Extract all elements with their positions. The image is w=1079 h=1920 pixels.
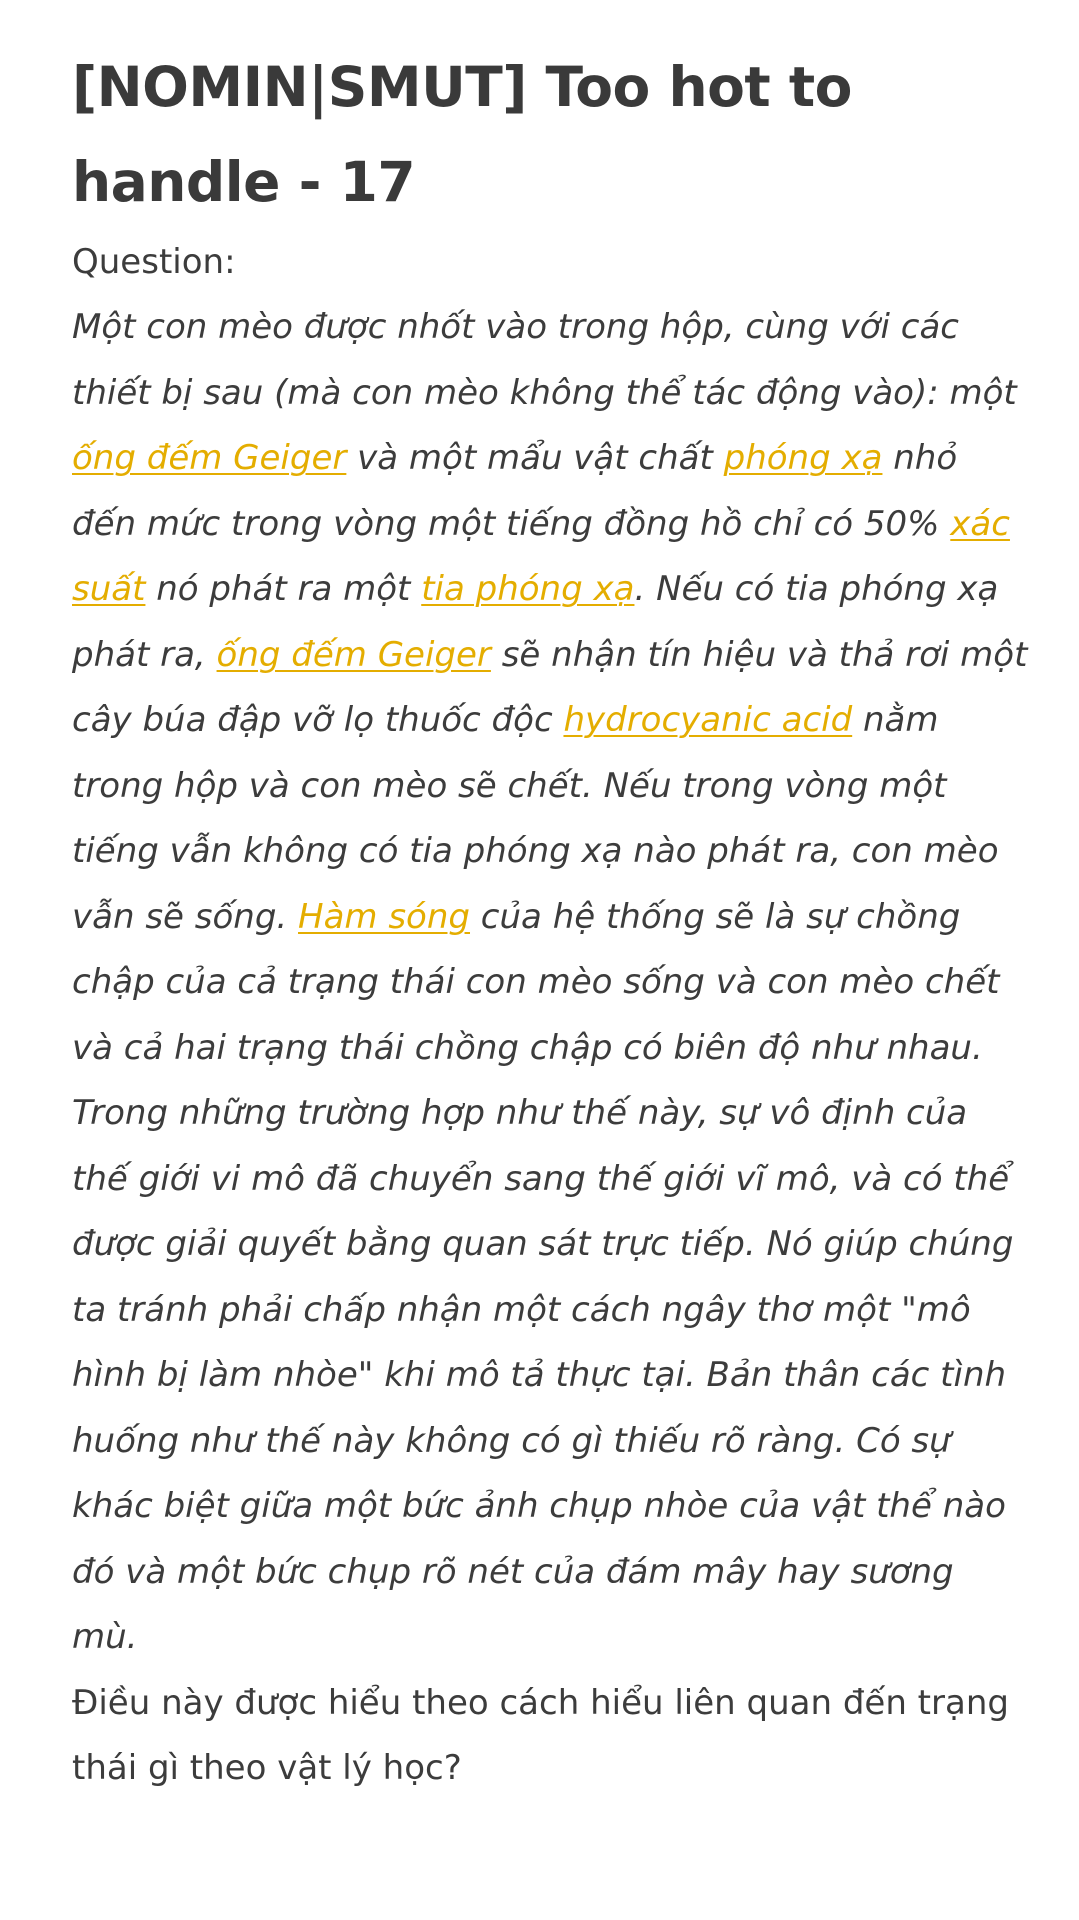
link-geiger-counter[interactable]: ống đếm Geiger xyxy=(72,438,347,478)
link-probability[interactable]: xác suất xyxy=(72,503,1010,609)
question-label: Question: xyxy=(72,242,236,282)
text-segment: của hệ thống sẽ là sự chồng chập của cả trạng thái con mèo sống và con mèo chết và cả hai trạng thái chồng chập có biên độ như nhau. xyxy=(72,896,1000,1068)
paragraph-interpretation: Trong những trường hợp như thế này, sự vô định của thế giới vi mô đã chuyển sang thế giới vĩ mô, và có thể được giải quyết bằng quan sát trực tiếp. Nó giúp chúng ta tránh phải chấp nhận một cách ngây thơ một "mô hình bị làm nhòe" khi mô tả thực tại. Bản thân các tình huống như thế này không có gì thiếu rõ ràng. Có sự khác biệt giữa một bức ảnh chụp nhòe của vật thể nào đó và một bức chụp rõ nét của đám mây hay sương mù. xyxy=(72,1093,1014,1657)
closing-question: Điều này được hiểu theo cách hiểu liên quan đến trạng thái gì theo vật lý học? xyxy=(72,1682,1009,1788)
page-title: [NOMIN|SMUT] Too hot to handle - 17 xyxy=(72,55,852,214)
text-segment: nằm trong hộp và con mèo sẽ chết. Nếu trong vòng một tiếng vẫn không có tia phóng xạ nào phát ra, con mèo vẫn sẽ sống. xyxy=(72,700,999,937)
text-segment: nhỏ đến mức trong vòng một tiếng đồng hồ chỉ có 50% xyxy=(72,438,958,544)
link-wave-function[interactable]: Hàm sóng xyxy=(298,896,470,937)
text-segment: Một con mèo được nhốt vào trong hộp, cùng với các thiết bị sau (mà con mèo không thể tác động vào): một xyxy=(72,307,1017,413)
link-hydrocyanic-acid[interactable]: hydrocyanic acid xyxy=(563,700,853,740)
link-geiger-counter-2[interactable]: ống đếm Geiger xyxy=(216,634,491,675)
text-segment: . Nếu có tia phóng xạ phát ra, xyxy=(72,569,999,675)
text-segment: sẽ nhận tín hiệu và thả rơi một cây búa đập vỡ lọ thuốc độc xyxy=(72,634,1028,740)
text-segment: và một mẩu vật chất xyxy=(346,438,724,478)
link-radioactive[interactable]: phóng xạ xyxy=(723,438,883,478)
question-body xyxy=(72,295,1029,1671)
paragraph-experiment xyxy=(72,295,1029,1081)
text-segment: nó phát ra một xyxy=(145,569,422,609)
link-radiation-ray[interactable]: tia phóng xạ xyxy=(421,569,635,609)
